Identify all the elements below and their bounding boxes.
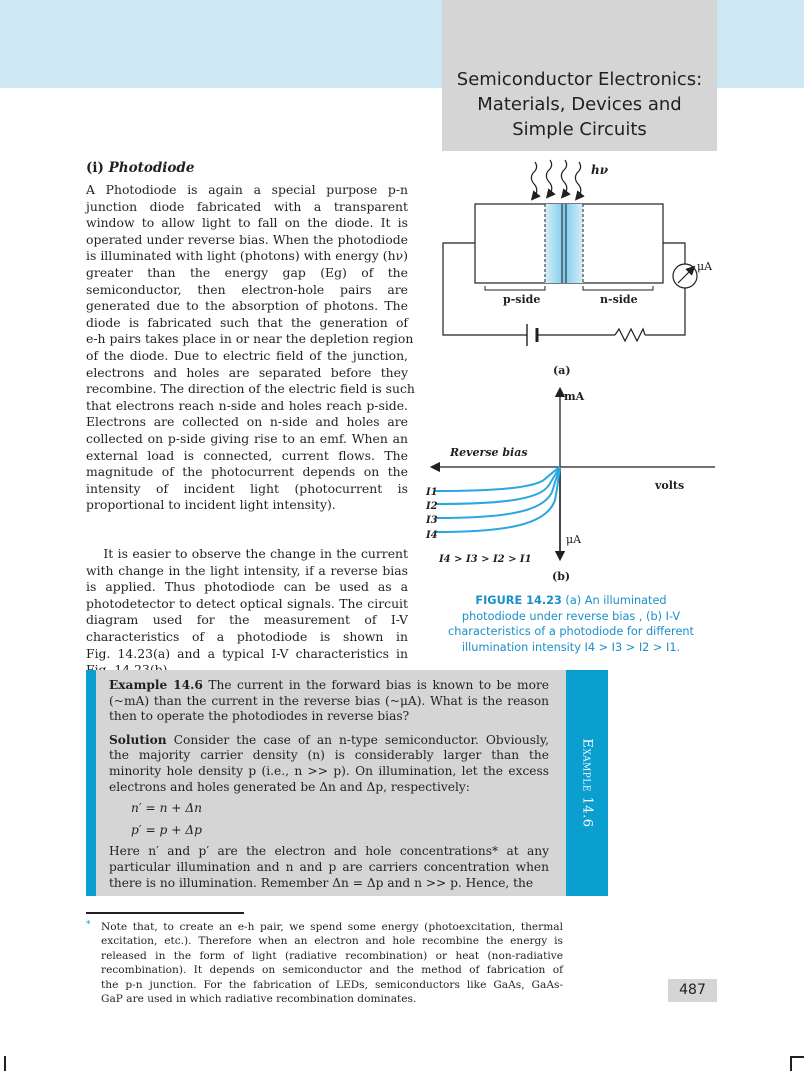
section-heading (86, 160, 194, 176)
text-line: intensity of incident light (photocurrent is (86, 480, 408, 496)
depletion-region (545, 204, 583, 283)
chapter-title-line: Semiconductor Electronics: (456, 69, 703, 90)
crop-mark (790, 1056, 792, 1071)
panel-a-label: (a) (553, 364, 571, 377)
footnote-line: GaP are used in which radiative recombination dominates. (101, 993, 417, 1006)
after-line: particular illumination and n and p are carriers concentration when (109, 859, 549, 874)
example-side-label-wrap (566, 670, 608, 896)
iv-curves (435, 467, 560, 532)
solution-line: electrons and holes generated be Δn and Δp, respectively: (109, 779, 470, 794)
incident-light-arrows (531, 160, 580, 197)
light-energy-label: hν (591, 163, 609, 177)
solution-line: Solution Consider the case of an n-type semiconductor. Obviously, (109, 732, 549, 747)
curve-label-i4: I4 (426, 530, 438, 541)
solution-line: the majority carrier density (n) is considerably larger than the (109, 748, 549, 763)
text-line: It is easier to observe the change in the current (86, 546, 408, 561)
crop-mark (4, 1056, 6, 1071)
footnote-line: recombination). It depends on semiconductor and the method of fabrication of (101, 964, 563, 977)
text-line: is applied. Thus photodiode can be used as a (86, 579, 408, 595)
reverse-bias-label: Reverse bias (450, 446, 528, 459)
text-line: window to allow light to fall on the diode. It is (86, 215, 408, 231)
battery-symbol (527, 324, 537, 346)
text-line: e-h pairs takes place in or near the depletion region (86, 331, 414, 347)
chapter-title-line: Materials, Devices and (477, 94, 682, 115)
text-line: photodetector to detect optical signals. The circuit (86, 595, 408, 611)
question-line: (~mA) than the current in the reverse bias (~μA). What is the reason (109, 693, 549, 708)
after-line: Here n′ and p′ are the electron and hole concentrations* at any (109, 844, 549, 859)
caption-line: FIGURE 14.23 (a) An illuminated (475, 594, 667, 607)
text-line: that electrons reach n-side and holes reach p-side. (86, 397, 408, 413)
question-line: then to operate the photodiodes in reverse bias? (109, 709, 410, 724)
text-line: generated due to the absorption of photons. The (86, 298, 408, 314)
text-line: recombine. The direction of the electric field is such (86, 381, 415, 397)
curve-label-i2: I2 (426, 501, 438, 512)
photodiode-figure (425, 152, 725, 592)
footnote-line: released in the form of light (radiative recombination) or heat (non-radiative (101, 949, 563, 962)
text-line: diode is fabricated such that the generation of (86, 314, 408, 330)
x-axis-label: volts (655, 479, 685, 492)
example-side-label: Example 14.6 (579, 738, 595, 828)
after-line: there is no illumination. Remember Δn = Δp and n >> p. Hence, the (109, 875, 534, 890)
caption-line: illumination intensity I4 > I3 > I2 > I1. (461, 640, 681, 654)
caption-line: photodiode under reverse bias , (b) I-V (461, 609, 681, 623)
text-line: is illuminated with light (photons) with energy (hν) (86, 248, 408, 264)
text-line: proportional to incident light intensity). (86, 497, 336, 513)
footnote-rule (86, 912, 244, 914)
text-line: with change in the light intensity, if a reverse bias (86, 562, 408, 578)
curve-label-i3: I3 (426, 515, 438, 526)
text-line: Fig. 14.23(a) and a typical I-V characteristics in (86, 645, 408, 661)
text-line: A Photodiode is again a special purpose p-n (86, 182, 408, 197)
footnote-text (101, 920, 563, 1006)
figure-caption (428, 593, 714, 655)
page-number: 487 (679, 982, 706, 998)
body-paragraph-1 (86, 182, 415, 514)
meter-unit-label: μA (697, 260, 713, 273)
footnote-line: the p-n junction. For the fabrication of LEDs, semiconductors like GaAs, GaAs- (101, 978, 563, 991)
text-line: of the diode. Due to electric field of the junction, (86, 347, 408, 363)
section-title: Photodiode (108, 160, 195, 176)
iv-curve-i2 (435, 467, 560, 504)
footnote-line: Note that, to create an e-h pair, we spend some energy (photoexcitation, thermal (101, 921, 563, 933)
section-number: (i) (86, 160, 104, 176)
text-line: collected on p-side giving rise to an emf. When an (86, 430, 408, 446)
iv-curve-i1 (435, 467, 560, 491)
microammeter-icon (673, 264, 697, 288)
n-side-label: n-side (600, 293, 638, 306)
y-axis-top-label: mA (564, 390, 585, 403)
panel-b-label: (b) (552, 570, 571, 583)
text-line: electrons and holes are separated before they (86, 364, 408, 380)
footnote-line: excitation, etc.). Therefore when an electron and hole recombine the energy is (101, 935, 563, 948)
equation-n: n′ = n + Δn (131, 801, 203, 816)
intensity-order-label: I4 > I3 > I2 > I1 (439, 554, 532, 565)
crop-mark (790, 1056, 804, 1058)
text-line: junction diode fabricated with a transparent (86, 198, 408, 214)
question-line: Example 14.6 The current in the forward bias is known to be more (109, 678, 549, 692)
text-line: greater than the energy gap (Eg) of the (86, 264, 408, 280)
body-paragraph-2 (86, 546, 408, 679)
footnote-marker: * (86, 920, 91, 930)
text-line: Electrons are collected on n-side and holes are (86, 414, 408, 430)
text-line: operated under reverse bias. When the photodiode (86, 231, 408, 247)
text-line: semiconductor, then electron-hole pairs are (86, 281, 408, 297)
text-line: magnitude of the photocurrent depends on the (86, 464, 408, 480)
resistor-symbol (615, 329, 645, 341)
y-axis-bottom-label: μA (566, 533, 582, 546)
caption-line: characteristics of a photodiode for different (448, 625, 694, 638)
example-text (109, 678, 549, 891)
text-line: diagram used for the measurement of I-V (86, 612, 408, 628)
chapter-title-line: Simple Circuits (512, 119, 647, 140)
iv-curve-i4 (435, 467, 560, 532)
solution-line: minority hole density p (i.e., n >> p). On illumination, let the excess (109, 763, 549, 778)
equation-p: p′ = p + Δp (131, 822, 202, 837)
p-side-label: p-side (503, 293, 541, 306)
text-line: characteristics of a photodiode is shown in (86, 628, 408, 644)
example-left-bar (86, 670, 96, 896)
text-line: external load is connected, current flows. The (86, 447, 408, 463)
curve-label-i1: I1 (426, 487, 438, 498)
chapter-title (442, 67, 717, 142)
